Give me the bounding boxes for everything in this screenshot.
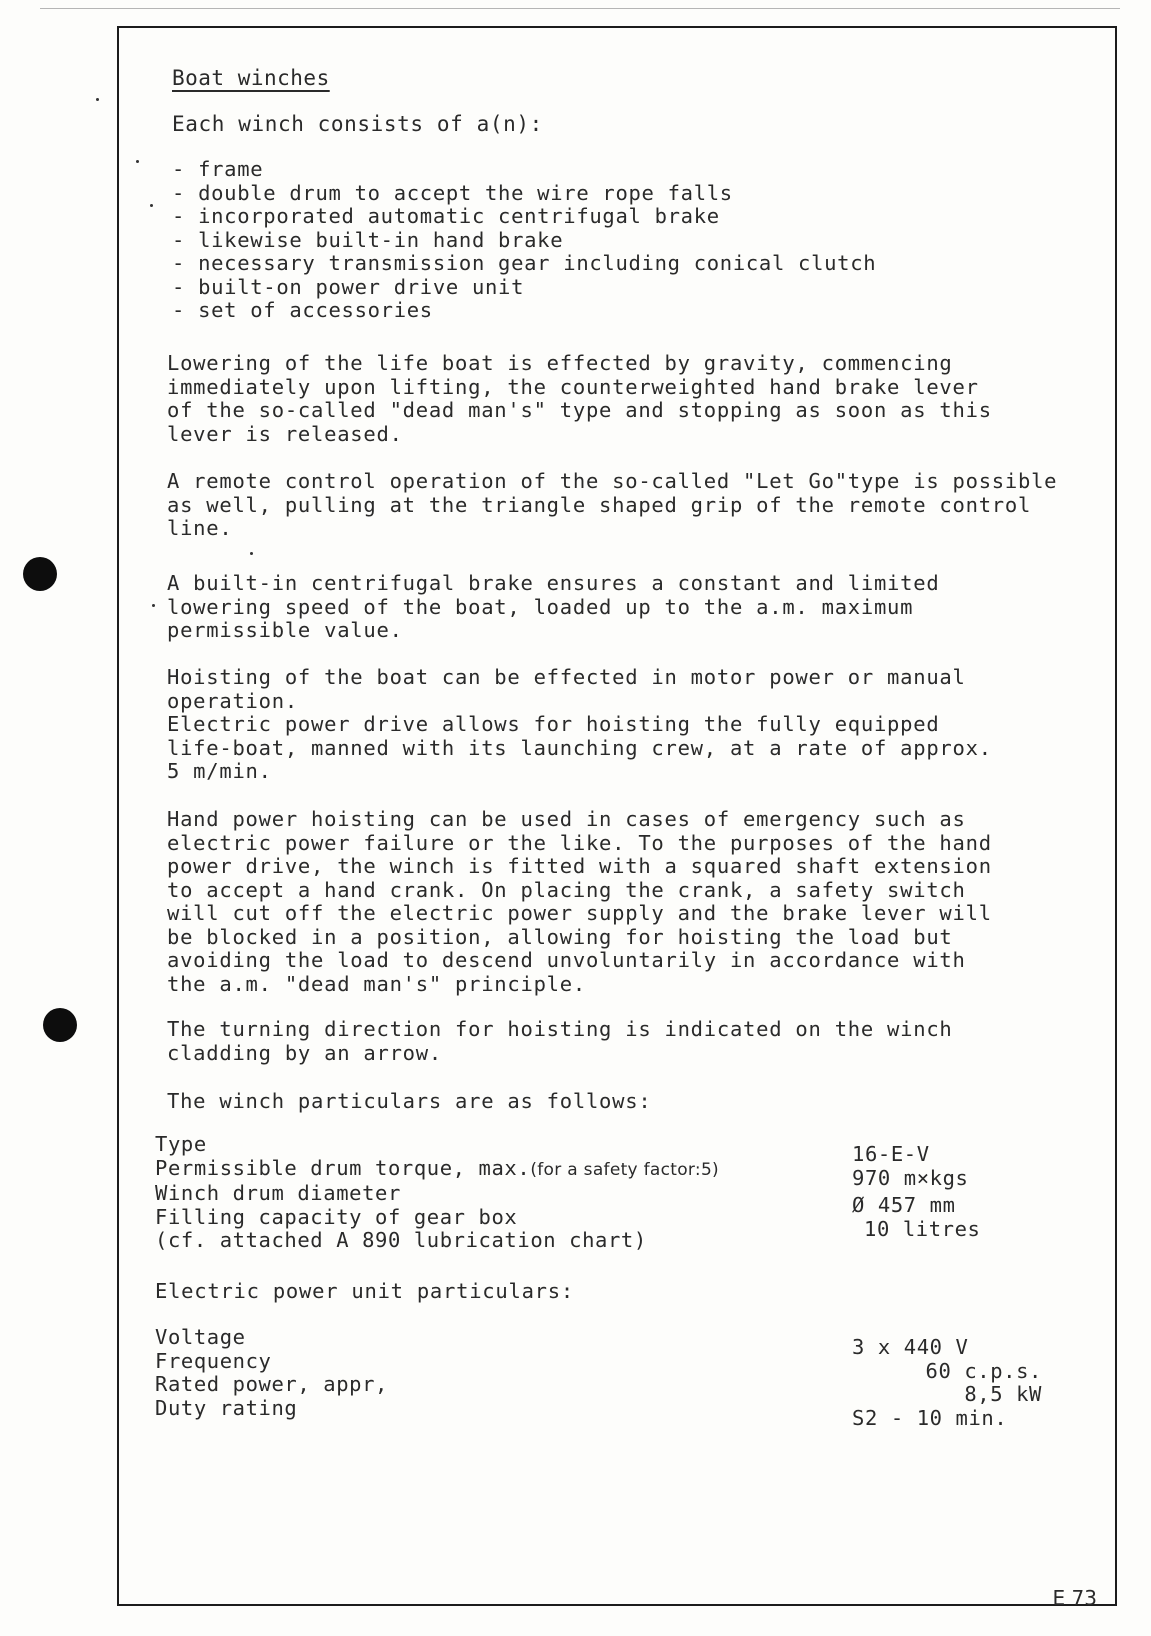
winch-particulars-labels [155,1133,719,1253]
power-unit-labels [155,1326,388,1420]
spec-chart-reference: (cf. attached A 890 lubrication chart) [155,1228,647,1252]
paragraph-turning-direction: The turning direction for hoisting is indicated on the winch cladding by an arrow. [167,1017,953,1065]
component-item: - necessary transmission gear including conical clutch [172,252,876,276]
spec-note-torque: (for a safety factor:5) [530,1159,719,1180]
paragraph-hoisting: Hoisting of the boat can be effected in motor power or manual operation. Electric power drive allows for hoisting the fully equipped life-boat, manned with its launching crew, at a rate of approx. 5 m/min. [167,665,992,783]
component-item: - incorporated automatic centrifugal brake [172,205,876,229]
power-unit-intro: Electric power unit particulars: [155,1279,574,1303]
punch-hole-lower [43,1008,77,1042]
scan-speck [96,98,99,101]
spec-label-duty: Duty rating [155,1395,298,1420]
spec-value-diameter: Ø 457 mm [852,1193,956,1217]
spec-label-voltage: Voltage [155,1325,246,1349]
paragraph-lowering: Lowering of the life boat is effected by gravity, commencing immediately upon lifting, the counterweighted hand brake lever of the so-called "dead man's" type and stopping as soon as this lever is released. [167,351,992,446]
punch-hole-upper [23,557,57,591]
paragraph-remote-control: A remote control operation of the so-called "Let Go"type is possible as well, pulling at the triangle shaped grip of the remote control line. [167,469,1058,540]
spec-label-frequency: Frequency [155,1348,272,1373]
component-item: - built-on power drive unit [172,276,876,300]
paragraph-hand-power: Hand power hoisting can be used in cases of emergency such as electric power failure or the like. To the purposes of the hand power drive, the winch is fitted with a squared shaft extension to accept a hand crank. On placing the crank, a safety switch will cut off the electric power supply and the brake lever will be blocked in a position, allowing for hoisting the load but avoiding the load to descend unvoluntarily in accordance with the a.m. "dead man's" principle. [167,807,992,996]
spec-value-duty: S2 - 10 min. [852,1405,1008,1430]
top-edge-line [40,8,1120,9]
winch-particulars-intro: The winch particulars are as follows: [167,1089,652,1113]
spec-label-torque: Permissible drum torque, max. [155,1155,531,1180]
spec-value-torque: 970 m×kgs [852,1165,969,1190]
component-item: - double drum to accept the wire rope falls [172,182,876,206]
spec-label-type: Type [155,1132,207,1156]
paragraph-centrifugal-brake: A built-in centrifugal brake ensures a constant and limited lowering speed of the boat, loaded up to the a.m. maximum permissible value. [167,571,940,642]
page-number: E 73 [1052,1586,1097,1610]
winch-particulars-values [852,1143,1062,1241]
component-item: - likewise built-in hand brake [172,229,876,253]
spec-value-type: 16-E-V [852,1142,930,1166]
power-unit-values [852,1336,1042,1430]
spec-value-capacity: 10 litres [864,1216,981,1241]
spec-label-capacity: Filling capacity of gear box [155,1204,518,1229]
spec-value-power: 8,5 kW [964,1382,1042,1406]
spec-label-power: Rated power, appr, [155,1372,388,1396]
spec-value-frequency: 60 c.p.s. [925,1358,1042,1383]
spec-row-torque [155,1157,719,1183]
spec-value-voltage: 3 x 440 V [852,1335,969,1359]
components-intro: Each winch consists of a(n): [172,112,543,136]
component-item: - frame [172,158,876,182]
component-item: - set of accessories [172,299,876,323]
spec-label-diameter: Winch drum diameter [155,1181,401,1205]
section-heading: Boat winches [172,66,330,90]
component-list [172,158,876,323]
